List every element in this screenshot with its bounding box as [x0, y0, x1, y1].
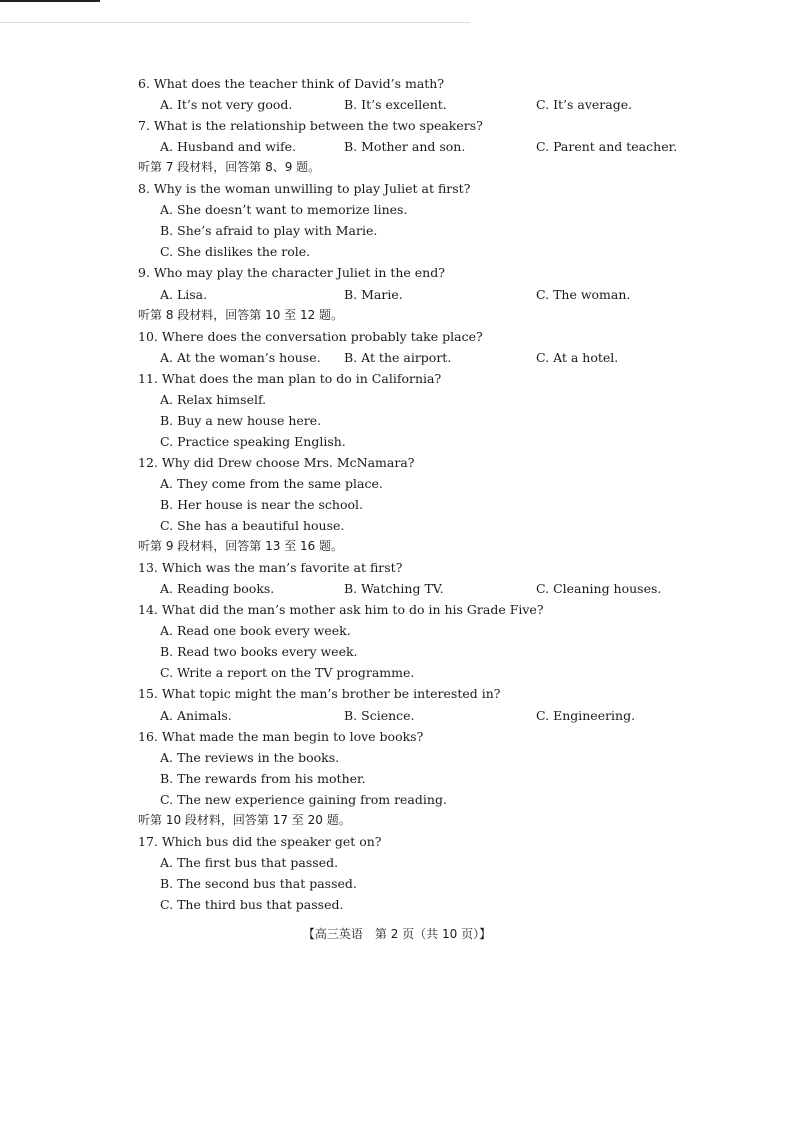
option-text: A. Husband and wife. [160, 139, 296, 155]
options-line [0, 768, 794, 789]
question-text: 11. What does the man plan to do in California? [138, 370, 442, 386]
option-text: B. Watching TV. [344, 581, 444, 597]
question-text: 10. Where does the conversation probably take place? [138, 328, 483, 344]
option-text: A. Read one book every week. [160, 623, 351, 639]
option-text: C. Engineering. [536, 707, 636, 723]
question-line [0, 115, 794, 136]
option-text: C. The third bus that passed. [160, 896, 344, 912]
options-line [0, 136, 794, 157]
page-footer: 【高三英语 第 2 页（共 10 页）】 [302, 927, 492, 941]
options-line [0, 894, 794, 915]
question-text: 13. Which was the man’s favorite at first? [138, 560, 403, 576]
option-text: C. At a hotel. [536, 349, 619, 365]
option-text: B. At the airport. [344, 349, 452, 365]
options-line [0, 620, 794, 641]
section-instruction [0, 536, 794, 557]
question-line [0, 557, 794, 578]
question-text: 17. Which bus did the speaker get on? [138, 833, 382, 849]
section-text: 听第 8 段材料，回答第 10 至 12 题。 [138, 307, 344, 322]
options-line [0, 747, 794, 768]
option-text: C. The woman. [536, 286, 631, 302]
option-text: B. Science. [344, 707, 415, 723]
question-text: 8. Why is the woman unwilling to play Juliet at first? [138, 181, 471, 197]
section-instruction [0, 810, 794, 831]
options-line [0, 431, 794, 452]
option-text: C. Practice speaking English. [160, 433, 346, 449]
option-text: C. It’s average. [536, 97, 633, 113]
option-text: C. The new experience gaining from reading. [160, 791, 447, 807]
option-text: B. Her house is near the school. [160, 497, 363, 512]
question-text: 9. Who may play the character Juliet in the end? [138, 265, 445, 281]
question-line [0, 683, 794, 704]
option-text: B. The rewards from his mother. [160, 770, 366, 786]
option-text: A. At the woman’s house. [160, 349, 321, 365]
section-text: 听第 10 段材料，回答第 17 至 20 题。 [138, 812, 351, 827]
option-text: B. Marie. [344, 286, 403, 302]
question-line [0, 368, 794, 389]
options-line [0, 199, 794, 220]
option-text: B. Mother and son. [344, 139, 466, 155]
option-text: A. Lisa. [160, 286, 208, 302]
options-line [0, 220, 794, 241]
options-line [0, 662, 794, 683]
question-text: 15. What topic might the man’s brother be interested in? [138, 686, 501, 702]
options-line [0, 494, 794, 515]
option-text: A. It’s not very good. [160, 97, 293, 113]
options-line [0, 241, 794, 262]
options-line [0, 641, 794, 662]
options-line [0, 347, 794, 368]
section-instruction [0, 157, 794, 178]
option-text: A. Reading books. [160, 581, 275, 597]
option-text: A. The reviews in the books. [160, 749, 340, 765]
section-text: 听第 9 段材料，回答第 13 至 16 题。 [138, 539, 344, 554]
options-line [0, 873, 794, 894]
option-text: C. She dislikes the role. [160, 244, 311, 260]
options-line [0, 578, 794, 599]
question-line [0, 326, 794, 347]
option-text: A. Animals. [160, 707, 232, 723]
section-instruction [0, 305, 794, 326]
option-text: A. Relax himself. [160, 391, 267, 407]
option-text: A. The first bus that passed. [160, 854, 339, 870]
option-text: B. Buy a new house here. [160, 412, 322, 428]
options-line [0, 473, 794, 494]
question-text: 6. What does the teacher think of David’s math? [138, 76, 445, 91]
question-line [0, 831, 794, 852]
options-line [0, 705, 794, 726]
option-text: C. Write a report on the TV programme. [160, 665, 415, 681]
options-line [0, 515, 794, 536]
question-line [0, 178, 794, 199]
options-line [0, 284, 794, 305]
options-line [0, 789, 794, 810]
option-text: C. Cleaning houses. [536, 581, 662, 597]
options-line [0, 389, 794, 410]
options-line [0, 410, 794, 431]
option-text: A. They come from the same place. [160, 475, 383, 491]
option-text: B. It’s excellent. [344, 97, 447, 113]
question-line [0, 262, 794, 283]
option-text: B. She’s afraid to play with Marie. [160, 223, 378, 239]
options-line [0, 94, 794, 115]
option-text: A. She doesn’t want to memorize lines. [160, 202, 408, 218]
question-text: 7. What is the relationship between the two speakers? [138, 118, 483, 134]
question-line [0, 452, 794, 473]
question-line [0, 726, 794, 747]
question-text: 12. Why did Drew choose Mrs. McNamara? [138, 454, 415, 470]
option-text: B. Read two books every week. [160, 644, 358, 660]
question-text: 14. What did the man’s mother ask him to do in his Grade Five? [138, 602, 544, 618]
option-text: C. She has a beautiful house. [160, 518, 345, 534]
option-text: C. Parent and teacher. [536, 139, 678, 155]
section-text: 听第 7 段材料，回答第 8、9 题。 [138, 160, 321, 175]
question-text: 16. What made the man begin to love books? [138, 728, 424, 744]
question-line [0, 73, 794, 94]
options-line [0, 852, 794, 873]
question-line [0, 599, 794, 620]
option-text: B. The second bus that passed. [160, 875, 357, 891]
